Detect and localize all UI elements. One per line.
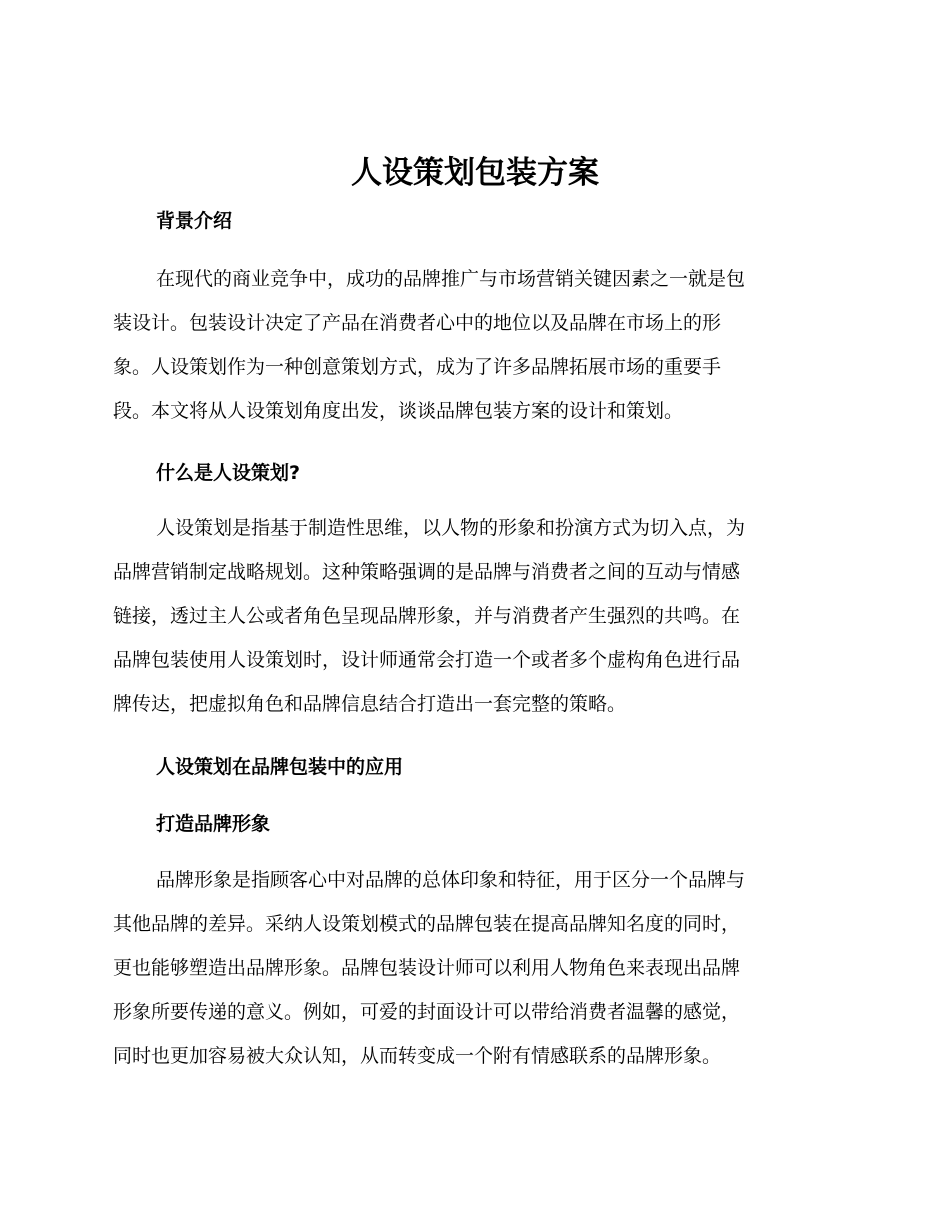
- paragraph-line: 同时也更加容易被大众认知，从而转变成一个附有情感联系的品牌形象。: [113, 1045, 722, 1067]
- paragraph-line: 形象所要传递的意义。例如，可爱的封面设计可以带给消费者温馨的感觉，: [113, 1001, 741, 1023]
- paragraph-brand-image: [113, 858, 831, 1078]
- paragraph-line: 象。人设策划作为一种创意策划方式，成为了许多品牌拓展市场的重要手: [113, 356, 722, 378]
- paragraph-line: 牌传达，把虚拟角色和品牌信息结合打造出一套完整的策略。: [113, 693, 627, 715]
- paragraph-line: 品牌包装使用人设策划时，设计师通常会打造一个或者多个虚构角色进行品: [113, 649, 741, 671]
- paragraph-line: 人设策划是指基于制造性思维，以人物的形象和扮演方式为切入点，为: [156, 517, 746, 539]
- paragraph-line: 段。本文将从人设策划角度出发，谈谈品牌包装方案的设计和策划。: [113, 400, 684, 422]
- paragraph-what-is: [113, 506, 831, 726]
- section-heading-what-is: 什么是人设策划?: [156, 462, 301, 484]
- paragraph-line: 品牌营销制定战略规划。这种策略强调的是品牌与消费者之间的互动与情感: [113, 561, 741, 583]
- section-heading-background: 背景介绍: [156, 210, 233, 232]
- section-heading-application: 人设策划在品牌包装中的应用: [156, 756, 404, 778]
- paragraph-line: 更也能够塑造出品牌形象。品牌包装设计师可以利用人物角色来表现出品牌: [113, 957, 741, 979]
- paragraph-line: 在现代的商业竞争中，成功的品牌推广与市场营销关键因素之一就是包: [156, 268, 746, 290]
- paragraph-line: 装设计。包装设计决定了产品在消费者心中的地位以及品牌在市场上的形: [113, 312, 722, 334]
- paragraph-line: 链接，透过主人公或者角色呈现品牌形象，并与消费者产生强烈的共鸣。在: [113, 605, 741, 627]
- paragraph-line: 品牌形象是指顾客心中对品牌的总体印象和特征，用于区分一个品牌与: [156, 869, 746, 891]
- section-heading-brand-image: 打造品牌形象: [156, 813, 271, 835]
- paragraph-line: 其他品牌的差异。采纳人设策划模式的品牌包装在提高品牌知名度的同时，: [113, 913, 741, 935]
- paragraph-background: [113, 257, 831, 433]
- document-title: 人设策划包装方案: [351, 155, 599, 191]
